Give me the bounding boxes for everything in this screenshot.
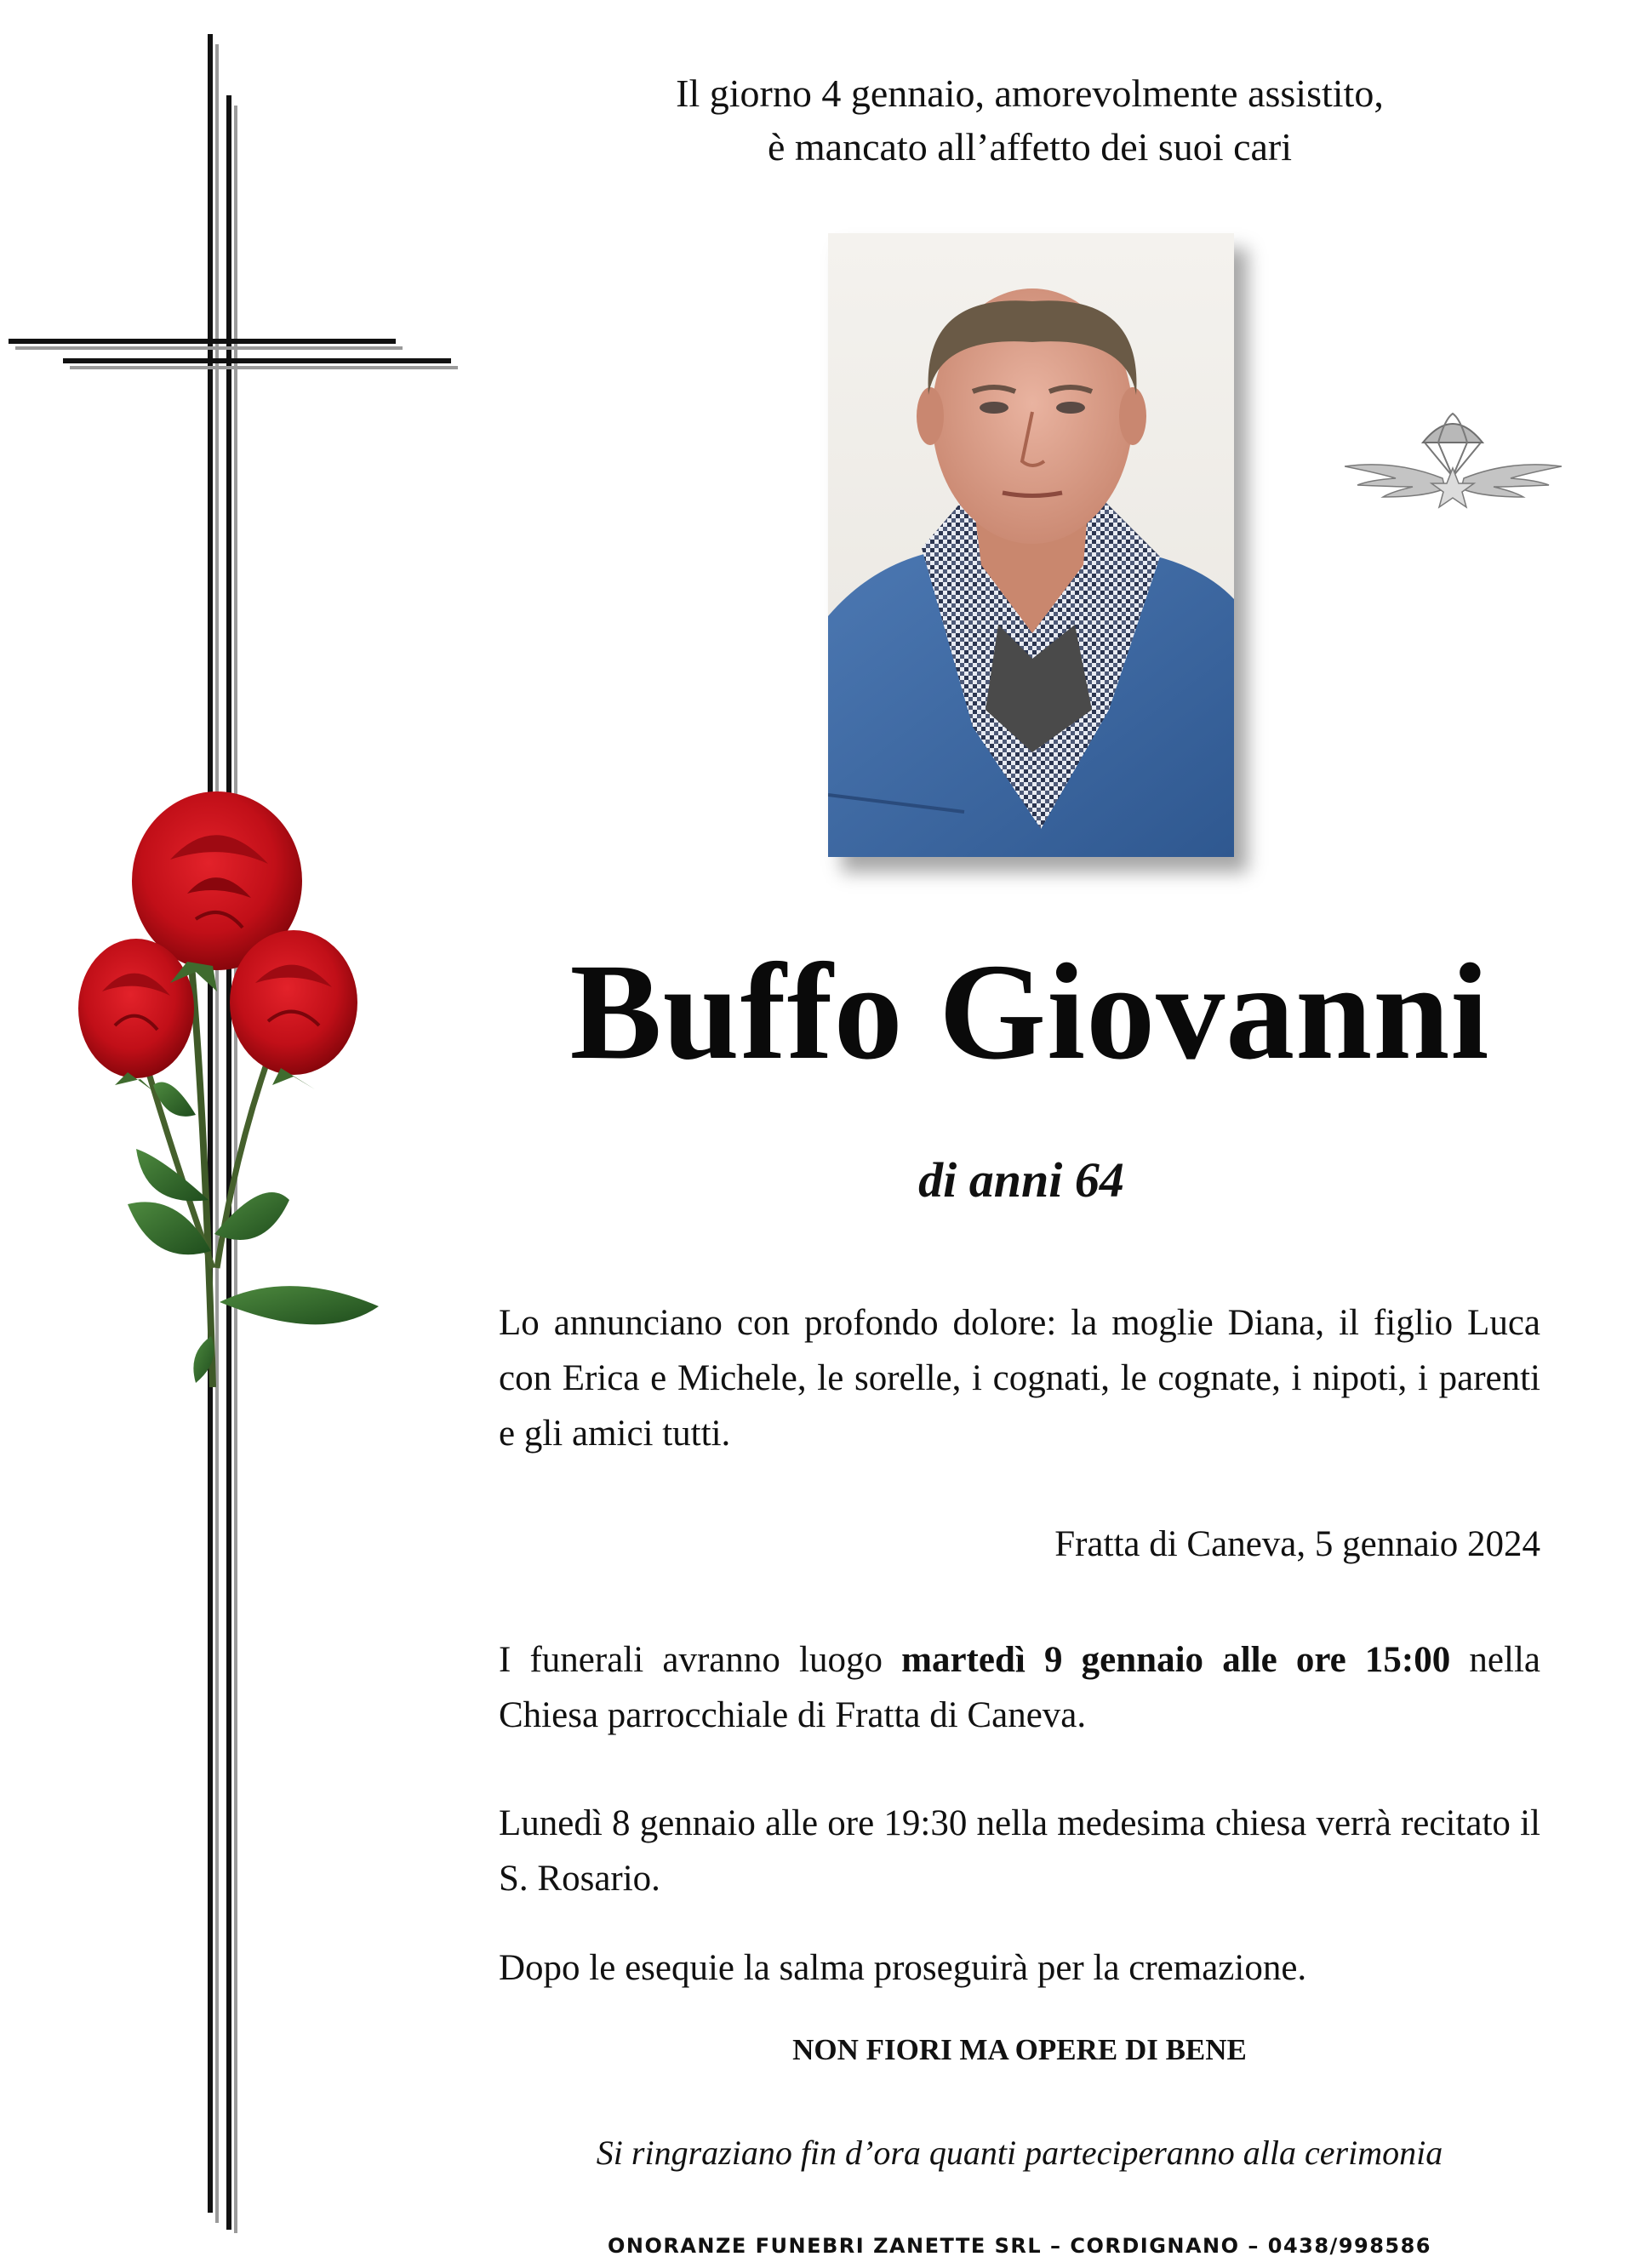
funeral-suffix: nella Chiesa parrocchiale di Fratta di Caneva. <box>499 1640 1540 1735</box>
intro-line-2: è mancato all’affetto dei suoi cari <box>767 125 1293 169</box>
deceased-age: di anni 64 <box>918 1152 1124 1208</box>
portrait-photo <box>828 233 1234 857</box>
funeral-home-footer: ONORANZE FUNEBRI ZANETTE SRL – CORDIGNANO – 0438/998586 <box>607 2234 1432 2258</box>
intro-line-1: Il giorno 4 gennaio, amorevolmente assistito, <box>676 71 1384 115</box>
thanks-text: Si ringraziano fin d’ora quanti parteciperanno alla cerimonia <box>596 2134 1443 2172</box>
intro-text <box>545 66 1515 174</box>
funeral-when: martedì 9 gennaio alle ore 15:00 <box>901 1640 1451 1680</box>
no-flowers-text: NON FIORI MA OPERE DI BENE <box>792 2033 1247 2066</box>
rosary-text: Lunedì 8 gennaio alle ore 19:30 nella medesima chiesa verrà recitato il S. Rosario. <box>499 1803 1540 1899</box>
funeral-prefix: I funerali avranno luogo <box>499 1640 902 1680</box>
deceased-name: Buffo Giovanni <box>569 936 1490 1088</box>
place-date: Fratta di Caneva, 5 gennaio 2024 <box>1054 1524 1540 1564</box>
cremation-text: Dopo le esequie la salma proseguirà per la cremazione. <box>499 1948 1307 1988</box>
announcement-text: Lo annunciano con profondo dolore: la moglie Diana, il figlio Luca con Erica e Michele, le sorelle, i cognati, le cognate, i nipoti, i parenti e gli amici tutti. <box>499 1303 1540 1454</box>
paratrooper-wings-icon <box>1345 408 1562 515</box>
roses-icon <box>68 791 391 1387</box>
funeral-text <box>499 1632 1540 1743</box>
